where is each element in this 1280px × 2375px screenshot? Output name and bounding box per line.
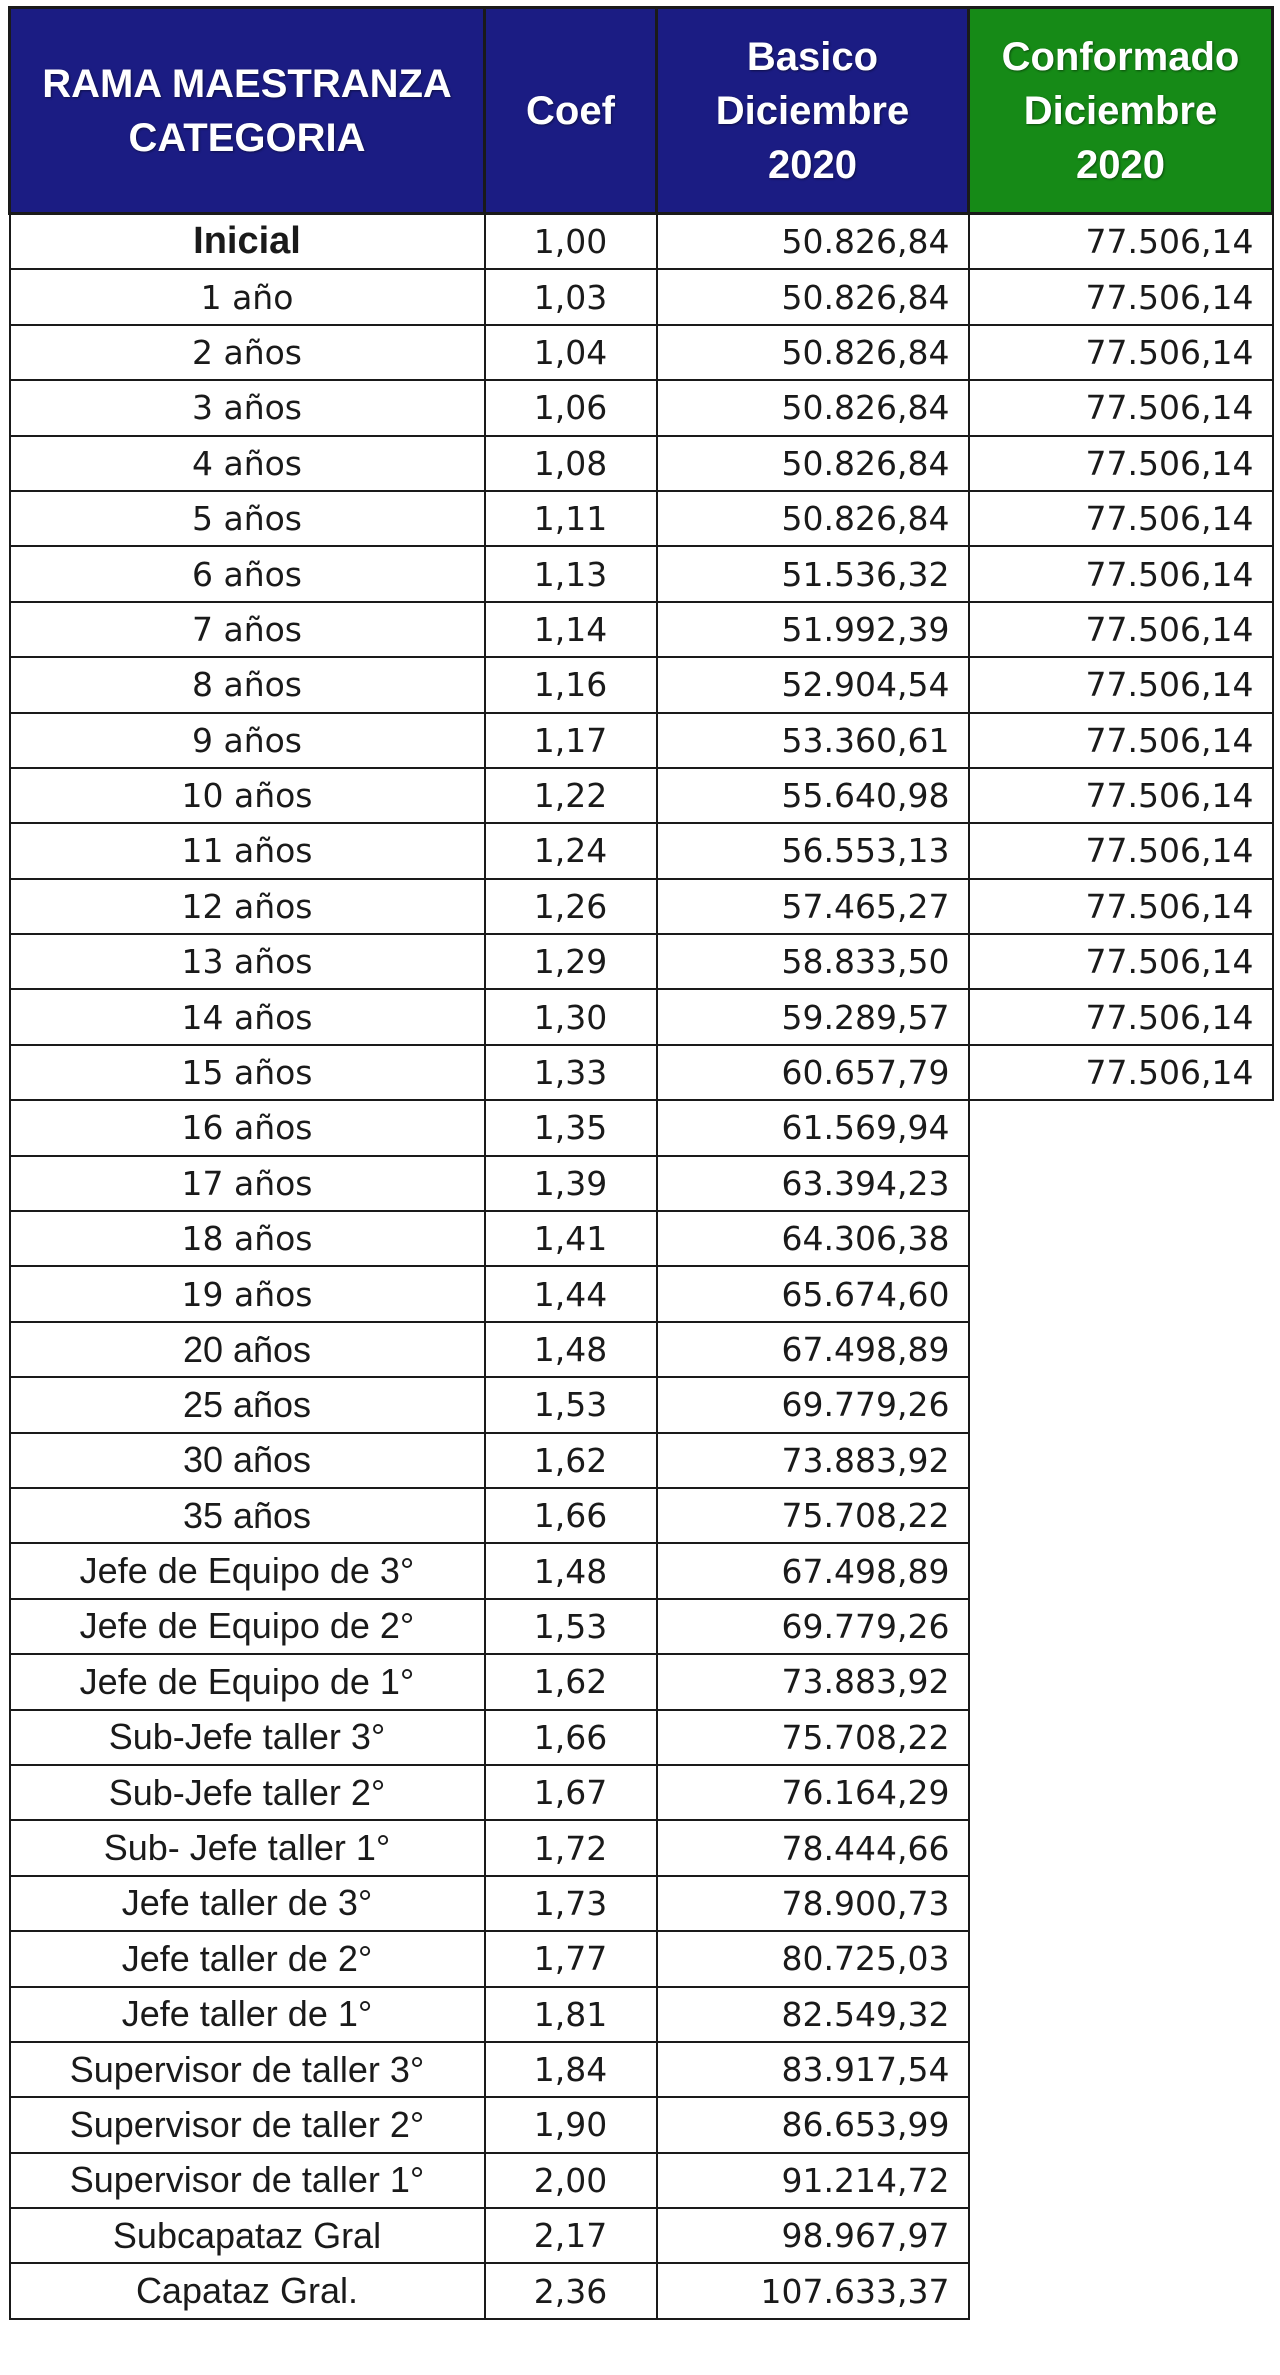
- cell-conformado: 77.506,14: [969, 657, 1273, 712]
- cell-conformado: 77.506,14: [969, 823, 1273, 878]
- cell-basico: 51.536,32: [657, 546, 969, 601]
- cell-categoria: 17 años: [10, 1156, 485, 1211]
- cell-coef: 1,62: [485, 1654, 657, 1709]
- cell-conformado: 77.506,14: [969, 602, 1273, 657]
- cell-coef: 1,24: [485, 823, 657, 878]
- cell-categoria: 8 años: [10, 657, 485, 712]
- cell-basico: 67.498,89: [657, 1322, 969, 1377]
- cell-coef: 1,53: [485, 1377, 657, 1432]
- table-row: [10, 1322, 1273, 1377]
- table-row: [10, 214, 1273, 270]
- cell-categoria: Jefe de Equipo de 1°: [10, 1654, 485, 1709]
- cell-categoria: 5 años: [10, 491, 485, 546]
- table-row: [10, 1876, 1273, 1931]
- cell-conformado-empty: [969, 1100, 1273, 1155]
- cell-conformado-empty: [969, 1987, 1273, 2042]
- table-row: [10, 1710, 1273, 1765]
- cell-categoria: Sub- Jefe taller 1°: [10, 1820, 485, 1875]
- cell-categoria: Inicial: [10, 214, 485, 270]
- cell-basico: 73.883,92: [657, 1433, 969, 1488]
- table-row: [10, 1820, 1273, 1875]
- cell-coef: 1,44: [485, 1266, 657, 1321]
- cell-conformado-empty: [969, 2208, 1273, 2263]
- cell-coef: 1,48: [485, 1543, 657, 1598]
- cell-basico: 61.569,94: [657, 1100, 969, 1155]
- table-row: [10, 1045, 1273, 1100]
- cell-basico: 55.640,98: [657, 768, 969, 823]
- cell-conformado-empty: [969, 1876, 1273, 1931]
- table-row: [10, 1266, 1273, 1321]
- table-row: [10, 823, 1273, 878]
- cell-categoria: Capataz Gral.: [10, 2263, 485, 2318]
- cell-categoria: 18 años: [10, 1211, 485, 1266]
- cell-categoria: Subcapataz Gral: [10, 2208, 485, 2263]
- cell-basico: 78.900,73: [657, 1876, 969, 1931]
- cell-categoria: Sub-Jefe taller 3°: [10, 1710, 485, 1765]
- cell-categoria: 12 años: [10, 879, 485, 934]
- table-row: [10, 491, 1273, 546]
- table-row: [10, 325, 1273, 380]
- cell-coef: 2,00: [485, 2153, 657, 2208]
- table-row: [10, 1599, 1273, 1654]
- table-row: [10, 2042, 1273, 2097]
- header-conformado: Conformado Diciembre 2020: [969, 8, 1273, 214]
- cell-coef: 1,41: [485, 1211, 657, 1266]
- cell-basico: 58.833,50: [657, 934, 969, 989]
- cell-coef: 1,04: [485, 325, 657, 380]
- table-row: [10, 1654, 1273, 1709]
- cell-coef: 1,53: [485, 1599, 657, 1654]
- header-rama-categoria: RAMA MAESTRANZA CATEGORIA: [10, 8, 485, 214]
- cell-categoria: Jefe de Equipo de 3°: [10, 1543, 485, 1598]
- header-row: [10, 8, 1273, 214]
- cell-conformado-empty: [969, 2263, 1273, 2318]
- table-row: [10, 1433, 1273, 1488]
- table-row: [10, 1156, 1273, 1211]
- cell-basico: 59.289,57: [657, 989, 969, 1044]
- cell-conformado: 77.506,14: [969, 380, 1273, 435]
- cell-coef: 1,06: [485, 380, 657, 435]
- cell-categoria: 10 años: [10, 768, 485, 823]
- cell-conformado-empty: [969, 1654, 1273, 1709]
- cell-conformado: 77.506,14: [969, 269, 1273, 324]
- cell-coef: 1,35: [485, 1100, 657, 1155]
- cell-coef: 1,08: [485, 436, 657, 491]
- cell-basico: 56.553,13: [657, 823, 969, 878]
- cell-conformado: 77.506,14: [969, 934, 1273, 989]
- cell-coef: 1,81: [485, 1987, 657, 2042]
- cell-categoria: 13 años: [10, 934, 485, 989]
- cell-basico: 50.826,84: [657, 269, 969, 324]
- cell-conformado-empty: [969, 2097, 1273, 2152]
- cell-coef: 1,66: [485, 1710, 657, 1765]
- cell-basico: 50.826,84: [657, 214, 969, 270]
- table-row: [10, 380, 1273, 435]
- cell-conformado: 77.506,14: [969, 436, 1273, 491]
- table-row: [10, 768, 1273, 823]
- cell-categoria: 30 años: [10, 1433, 485, 1488]
- cell-coef: 1,72: [485, 1820, 657, 1875]
- cell-basico: 86.653,99: [657, 2097, 969, 2152]
- cell-conformado-empty: [969, 1488, 1273, 1543]
- cell-coef: 1,03: [485, 269, 657, 324]
- table-row: [10, 269, 1273, 324]
- cell-coef: 1,11: [485, 491, 657, 546]
- cell-coef: 1,14: [485, 602, 657, 657]
- cell-basico: 91.214,72: [657, 2153, 969, 2208]
- cell-conformado: 77.506,14: [969, 713, 1273, 768]
- cell-coef: 1,29: [485, 934, 657, 989]
- cell-basico: 73.883,92: [657, 1654, 969, 1709]
- table-row: [10, 1488, 1273, 1543]
- cell-coef: 1,17: [485, 713, 657, 768]
- cell-basico: 53.360,61: [657, 713, 969, 768]
- cell-coef: 1,22: [485, 768, 657, 823]
- cell-conformado-empty: [969, 1765, 1273, 1820]
- cell-categoria: Jefe taller de 3°: [10, 1876, 485, 1931]
- cell-conformado-empty: [969, 1931, 1273, 1986]
- cell-conformado: 77.506,14: [969, 768, 1273, 823]
- cell-basico: 80.725,03: [657, 1931, 969, 1986]
- cell-coef: 1,90: [485, 2097, 657, 2152]
- cell-basico: 75.708,22: [657, 1710, 969, 1765]
- cell-basico: 51.992,39: [657, 602, 969, 657]
- cell-conformado-empty: [969, 1820, 1273, 1875]
- cell-conformado-empty: [969, 1211, 1273, 1266]
- cell-conformado-empty: [969, 2153, 1273, 2208]
- cell-basico: 83.917,54: [657, 2042, 969, 2097]
- table-row: [10, 879, 1273, 934]
- table-row: [10, 2153, 1273, 2208]
- cell-categoria: 16 años: [10, 1100, 485, 1155]
- table-row: [10, 1987, 1273, 2042]
- cell-categoria: 1 año: [10, 269, 485, 324]
- cell-basico: 69.779,26: [657, 1599, 969, 1654]
- cell-coef: 1,30: [485, 989, 657, 1044]
- cell-categoria: 7 años: [10, 602, 485, 657]
- table-row: [10, 436, 1273, 491]
- cell-basico: 64.306,38: [657, 1211, 969, 1266]
- cell-conformado-empty: [969, 1377, 1273, 1432]
- cell-basico: 107.633,37: [657, 2263, 969, 2318]
- cell-categoria: Supervisor de taller 2°: [10, 2097, 485, 2152]
- cell-categoria: Sub-Jefe taller 2°: [10, 1765, 485, 1820]
- cell-basico: 50.826,84: [657, 491, 969, 546]
- cell-basico: 50.826,84: [657, 380, 969, 435]
- cell-basico: 50.826,84: [657, 436, 969, 491]
- cell-basico: 98.967,97: [657, 2208, 969, 2263]
- cell-basico: 82.549,32: [657, 1987, 969, 2042]
- cell-conformado: 77.506,14: [969, 879, 1273, 934]
- cell-categoria: Supervisor de taller 1°: [10, 2153, 485, 2208]
- table-row: [10, 1211, 1273, 1266]
- cell-coef: 1,73: [485, 1876, 657, 1931]
- cell-conformado: 77.506,14: [969, 989, 1273, 1044]
- table-row: [10, 1931, 1273, 1986]
- cell-conformado-empty: [969, 1543, 1273, 1598]
- cell-categoria: 19 años: [10, 1266, 485, 1321]
- cell-categoria: 4 años: [10, 436, 485, 491]
- table-body: [10, 214, 1273, 2319]
- cell-conformado-empty: [969, 1710, 1273, 1765]
- cell-basico: 75.708,22: [657, 1488, 969, 1543]
- cell-coef: 1,26: [485, 879, 657, 934]
- table-row: [10, 602, 1273, 657]
- cell-categoria: 2 años: [10, 325, 485, 380]
- cell-conformado-empty: [969, 1322, 1273, 1377]
- cell-coef: 1,77: [485, 1931, 657, 1986]
- cell-categoria: 25 años: [10, 1377, 485, 1432]
- cell-categoria: 3 años: [10, 380, 485, 435]
- table-row: [10, 989, 1273, 1044]
- cell-basico: 65.674,60: [657, 1266, 969, 1321]
- header-coef: Coef: [485, 8, 657, 214]
- cell-coef: 1,66: [485, 1488, 657, 1543]
- cell-basico: 50.826,84: [657, 325, 969, 380]
- cell-categoria: Jefe taller de 1°: [10, 1987, 485, 2042]
- header-basico: Basico Diciembre 2020: [657, 8, 969, 214]
- cell-categoria: 11 años: [10, 823, 485, 878]
- table-row: [10, 2263, 1273, 2318]
- cell-coef: 1,00: [485, 214, 657, 270]
- cell-categoria: 6 años: [10, 546, 485, 601]
- cell-coef: 1,13: [485, 546, 657, 601]
- cell-categoria: 15 años: [10, 1045, 485, 1100]
- table-row: [10, 657, 1273, 712]
- cell-conformado: 77.506,14: [969, 325, 1273, 380]
- cell-basico: 69.779,26: [657, 1377, 969, 1432]
- table-header: [10, 8, 1273, 214]
- cell-coef: 1,84: [485, 2042, 657, 2097]
- cell-categoria: 14 años: [10, 989, 485, 1044]
- cell-categoria: 35 años: [10, 1488, 485, 1543]
- salary-table: [8, 6, 1274, 2320]
- cell-categoria: 9 años: [10, 713, 485, 768]
- cell-conformado-empty: [969, 1266, 1273, 1321]
- cell-conformado: 77.506,14: [969, 1045, 1273, 1100]
- table-row: [10, 2208, 1273, 2263]
- salary-table-sheet: [8, 6, 1274, 2320]
- cell-conformado: 77.506,14: [969, 491, 1273, 546]
- cell-basico: 67.498,89: [657, 1543, 969, 1598]
- cell-conformado-empty: [969, 1433, 1273, 1488]
- cell-coef: 1,67: [485, 1765, 657, 1820]
- cell-categoria: Jefe de Equipo de 2°: [10, 1599, 485, 1654]
- cell-basico: 76.164,29: [657, 1765, 969, 1820]
- cell-coef: 1,62: [485, 1433, 657, 1488]
- cell-coef: 1,33: [485, 1045, 657, 1100]
- cell-conformado-empty: [969, 1599, 1273, 1654]
- cell-coef: 1,39: [485, 1156, 657, 1211]
- cell-conformado-empty: [969, 1156, 1273, 1211]
- cell-conformado-empty: [969, 2042, 1273, 2097]
- cell-coef: 2,36: [485, 2263, 657, 2318]
- cell-coef: 2,17: [485, 2208, 657, 2263]
- table-row: [10, 1765, 1273, 1820]
- cell-coef: 1,16: [485, 657, 657, 712]
- table-row: [10, 546, 1273, 601]
- cell-basico: 60.657,79: [657, 1045, 969, 1100]
- cell-basico: 63.394,23: [657, 1156, 969, 1211]
- cell-basico: 52.904,54: [657, 657, 969, 712]
- table-row: [10, 934, 1273, 989]
- cell-conformado: 77.506,14: [969, 214, 1273, 270]
- cell-categoria: Supervisor de taller 3°: [10, 2042, 485, 2097]
- table-row: [10, 2097, 1273, 2152]
- cell-categoria: 20 años: [10, 1322, 485, 1377]
- table-row: [10, 1543, 1273, 1598]
- cell-coef: 1,48: [485, 1322, 657, 1377]
- cell-conformado: 77.506,14: [969, 546, 1273, 601]
- table-row: [10, 1100, 1273, 1155]
- table-row: [10, 1377, 1273, 1432]
- table-row: [10, 713, 1273, 768]
- cell-categoria: Jefe taller de 2°: [10, 1931, 485, 1986]
- cell-basico: 57.465,27: [657, 879, 969, 934]
- cell-basico: 78.444,66: [657, 1820, 969, 1875]
